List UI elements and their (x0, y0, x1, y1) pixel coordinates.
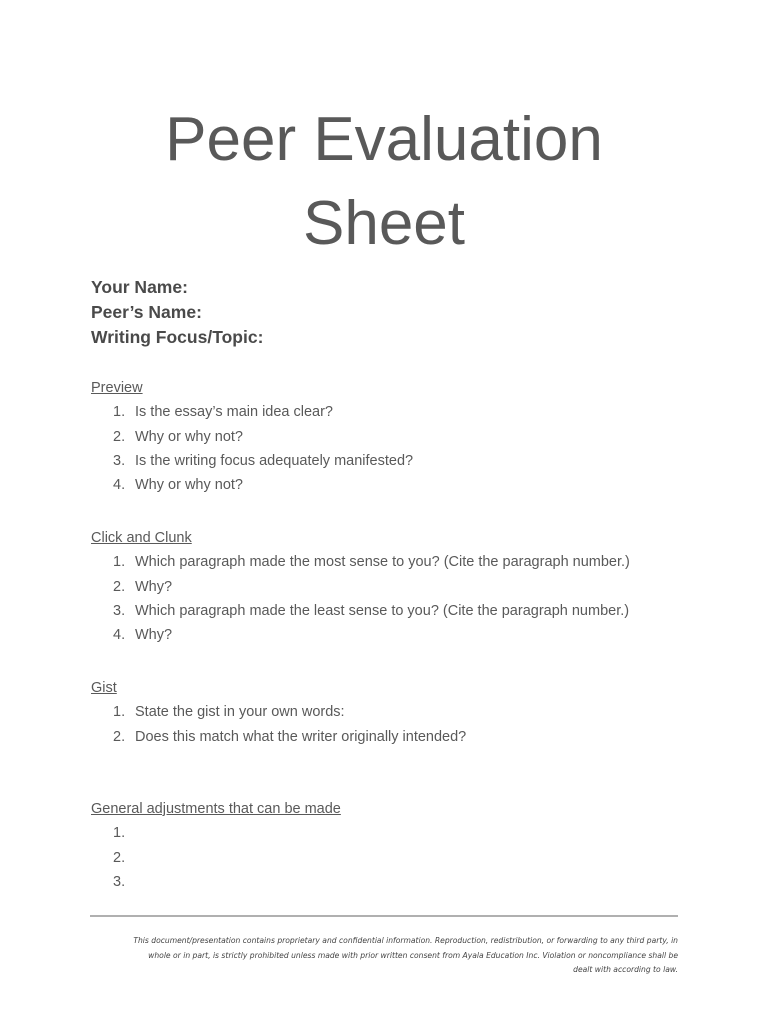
preview-list (91, 400, 711, 497)
list-number: 1. (113, 554, 126, 571)
list-number: 2. (113, 428, 126, 445)
list-item (91, 425, 711, 449)
list-item (91, 725, 711, 749)
list-text: Is the essay’s main idea clear? (135, 404, 334, 421)
list-number: 2. (113, 728, 126, 745)
section-title-preview: Preview (91, 380, 143, 396)
section-title-gist: Gist (91, 680, 117, 696)
list-item (91, 400, 711, 424)
list-text: Which paragraph made the least sense to you? (Cite the paragraph number.) (135, 602, 630, 619)
confidentiality-footer (90, 934, 678, 978)
section-click-and-clunk (91, 526, 711, 647)
list-text: Is the writing focus adequately manifested? (135, 452, 414, 469)
list-item (91, 846, 711, 870)
list-number: 3. (113, 602, 126, 619)
click-and-clunk-list (91, 550, 711, 647)
list-text: Why or why not? (135, 477, 243, 494)
info-fields (91, 275, 263, 350)
list-number: 1. (113, 404, 126, 421)
list-number: 3. (113, 452, 126, 469)
list-number: 2. (113, 849, 126, 866)
your-name-label: Your Name: (91, 277, 188, 297)
list-item (91, 623, 711, 647)
list-number: 3. (113, 873, 126, 890)
footer-line-2: whole or in part, is strictly prohibited unless made with prior written consent from Ayala Education Inc. Violation or noncompliance shall be (148, 950, 678, 960)
list-number: 4. (113, 477, 126, 494)
list-text: Does this match what the writer originally intended? (135, 728, 467, 745)
list-item (91, 449, 711, 473)
section-preview (91, 376, 711, 497)
list-number: 4. (113, 627, 126, 644)
list-number: 1. (113, 704, 126, 721)
list-text: Why? (135, 627, 173, 644)
section-general-adjustments (91, 797, 711, 894)
peer-name-label: Peer’s Name: (91, 302, 202, 322)
list-text: State the gist in your own words: (135, 704, 345, 721)
gist-list (91, 700, 711, 749)
adjustments-list (91, 821, 711, 894)
list-item (91, 700, 711, 724)
footer-divider (90, 915, 678, 917)
list-number: 2. (113, 578, 126, 595)
list-text: Why? (135, 578, 173, 595)
section-title-general-adjustments: General adjustments that can be made (91, 801, 341, 817)
list-item (91, 473, 711, 497)
list-item (91, 575, 711, 599)
list-item (91, 870, 711, 894)
list-number: 1. (113, 825, 126, 842)
list-item (91, 550, 711, 574)
list-item (91, 599, 711, 623)
list-item (91, 821, 711, 845)
list-text: Why or why not? (135, 428, 243, 445)
title-line-2: Sheet (302, 189, 466, 258)
footer-line-1: This document/presentation contains proprietary and confidential information. Reproduction, redistribution, or forwarding to any third party, in (133, 936, 678, 945)
page-title (0, 98, 768, 266)
title-line-1: Peer Evaluation (165, 105, 603, 174)
list-text: Which paragraph made the most sense to you? (Cite the paragraph number.) (135, 554, 630, 571)
section-title-click-and-clunk: Click and Clunk (91, 530, 192, 546)
writing-focus-label: Writing Focus/Topic: (91, 327, 264, 347)
footer-line-3: dealt with according to law. (573, 965, 678, 974)
section-gist (91, 676, 711, 749)
